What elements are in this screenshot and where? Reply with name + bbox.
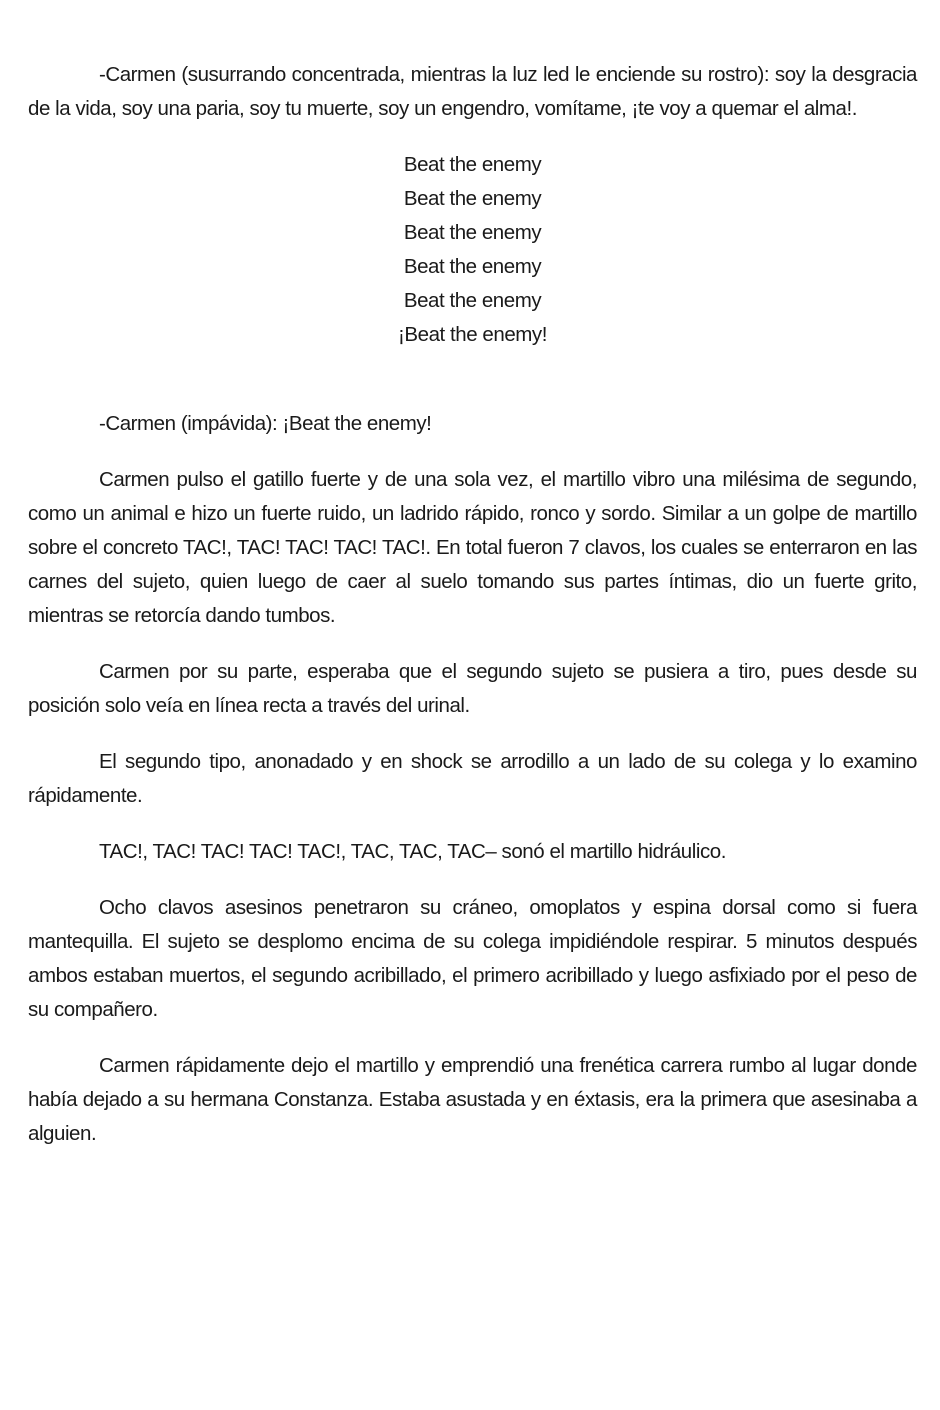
paragraph-trigger: Carmen pulso el gatillo fuerte y de una sola vez, el martillo vibro una milésima de segundo, como un animal e hizo un fuerte ruido, un ladrido rápido, ronco y sordo. Similar a un golpe de martillo sobre el concreto TAC!, TAC! TAC! TAC! TAC!. En total fueron 7 clavos, los cuales se enterraron en las carnes del sujeto, quien luego de caer al suelo tomando sus partes íntimas, dio un fuerte grito, mientras se retorcía dando tumbos. bbox=[28, 468, 917, 627]
verse-line-final: ¡Beat the enemy! bbox=[398, 323, 547, 346]
verse-line: Beat the enemy bbox=[403, 153, 542, 176]
verse-line: Beat the enemy bbox=[403, 187, 542, 210]
paragraph-escape: Carmen rápidamente dejo el martillo y emprendió una frenética carrera rumbo al lugar donde había dejado a su hermana Constanza. Estaba asustada y en éxtasis, era la primera que asesinaba a alguien. bbox=[28, 1054, 917, 1145]
verse-block bbox=[28, 148, 917, 352]
document-page bbox=[28, 58, 917, 1173]
verse-line: Beat the enemy bbox=[403, 255, 542, 278]
verse-line: Beat the enemy bbox=[403, 289, 542, 312]
paragraph-second-guy: El segundo tipo, anonadado y en shock se arrodillo a un lado de su colega y lo examino rápidamente. bbox=[28, 750, 917, 807]
paragraph-eight-nails: Ocho clavos asesinos penetraron su cráneo, omoplatos y espina dorsal como si fuera mantequilla. El sujeto se desplomo encima de su colega impidiéndole respirar. 5 minutos después ambos estaban muertos, el segundo acribillado, el primero acribillado y luego asfixiado por el peso de su compañero. bbox=[28, 896, 917, 1021]
paragraph-hammer-sound: TAC!, TAC! TAC! TAC! TAC!, TAC, TAC, TAC– sonó el martillo hidráulico. bbox=[99, 840, 726, 863]
paragraph-waiting: Carmen por su parte, esperaba que el segundo sujeto se pusiera a tiro, pues desde su posición solo veía en línea recta a través del urinal. bbox=[28, 660, 917, 717]
paragraph-carmen-impavida: -Carmen (impávida): ¡Beat the enemy! bbox=[99, 412, 432, 435]
verse-line: Beat the enemy bbox=[403, 221, 542, 244]
paragraph-carmen-whisper: -Carmen (susurrando concentrada, mientras la luz led le enciende su rostro): soy la desgracia de la vida, soy una paria, soy tu muerte, soy un engendro, vomítame, ¡te voy a quemar el alma!. bbox=[28, 63, 917, 120]
